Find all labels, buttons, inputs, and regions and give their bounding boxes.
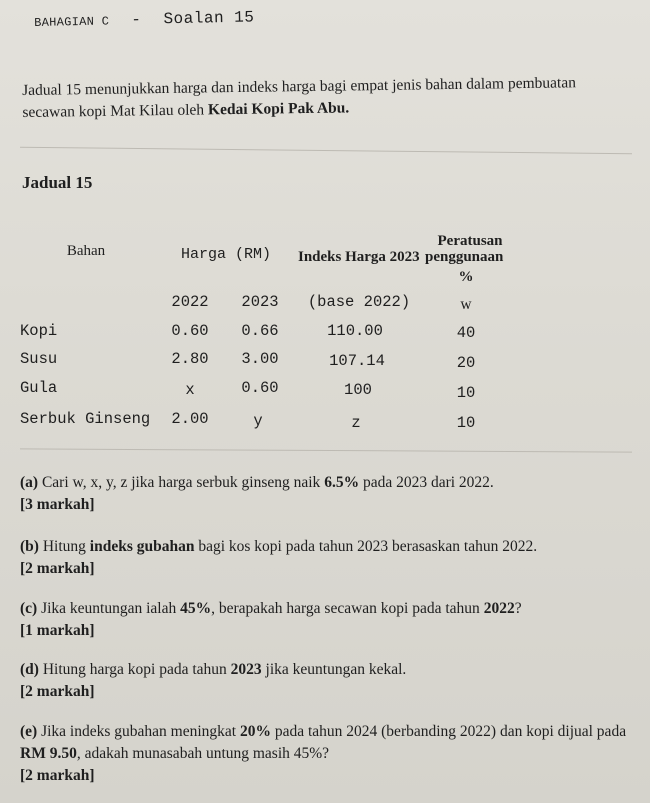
row-gula-usage: 10 [456, 384, 476, 402]
row-susu-price-2022: 2.80 [171, 350, 209, 368]
question-e-text-end: , adakah munasabah untung masih 45%? [76, 745, 330, 762]
question-e [20, 721, 640, 787]
intro-shop-name: Kedai Kopi Pak Abu. [207, 99, 350, 119]
header-price: Harga (RM) [180, 246, 272, 263]
row-gula-price-2023: 0.60 [241, 379, 279, 397]
row-ginseng-usage: 10 [456, 414, 476, 432]
question-b-text: Hitung [38, 538, 90, 555]
question-b-emphasis: indeks gubahan [89, 538, 195, 555]
question-e-text-mid: pada tahun 2024 (berbanding 2022) dan kopi dijual pada [270, 723, 627, 740]
header-item: Bahan [66, 243, 106, 259]
question-c-text: Jika keuntungan ialah [37, 600, 181, 617]
subheader-year-2023: 2023 [241, 293, 279, 311]
divider-bottom [20, 448, 632, 452]
question-d-emphasis: 2023 [230, 661, 262, 678]
row-susu-name: Susu [20, 350, 58, 368]
question-d-label: (d) [20, 661, 39, 678]
divider-top [20, 147, 632, 154]
subheader-year-2022: 2022 [171, 293, 209, 311]
row-susu-price-2023: 3.00 [241, 350, 279, 368]
row-gula-price-2022: x [185, 381, 195, 399]
question-d-text-end: jika keuntungan kekal. [261, 661, 407, 678]
header-usage-3: % [458, 269, 474, 285]
row-ginseng-name: Serbuk Ginseng [20, 410, 151, 428]
intro-text: Jadual 15 menunjukkan harga dan indeks harga bagi empat jenis bahan dalam pembuatan secawan kopi Mat Kilau oleh [22, 74, 577, 121]
row-gula-index: 100 [344, 381, 372, 399]
subheader-base: (base 2022) [307, 293, 411, 311]
row-ginseng-index: z [351, 414, 361, 432]
section-separator: - [131, 10, 142, 29]
question-e-text: Jika indeks gubahan meningkat [37, 723, 240, 740]
question-d [20, 659, 640, 703]
header-usage-1: Peratusan [437, 233, 503, 249]
row-gula-name: Gula [20, 379, 58, 397]
header-index: Indeks Harga 2023 [298, 249, 420, 265]
question-a-label: (a) [20, 474, 39, 491]
table-title: Jadual 15 [22, 173, 93, 192]
question-c-text-end: ? [514, 600, 522, 617]
question-a-emphasis: 6.5% [324, 474, 360, 491]
row-kopi-price-2023: 0.66 [241, 322, 279, 340]
row-kopi-name: Kopi [20, 322, 58, 340]
question-b-text-end: bagi kos kopi pada tahun 2023 berasaskan tahun 2022. [194, 538, 538, 555]
question-a-marks: [3 markah] [20, 496, 95, 513]
question-c-emphasis-year: 2022 [483, 600, 515, 617]
section-heading [34, 8, 255, 31]
question-c-marks: [1 markah] [20, 622, 95, 639]
question-e-marks: [2 markah] [20, 767, 95, 784]
section-label: BAHAGIAN C [34, 14, 110, 30]
intro-paragraph [22, 71, 633, 124]
question-c-emphasis: 45% [180, 600, 212, 617]
question-b-label: (b) [20, 538, 39, 555]
question-c [20, 598, 640, 642]
question-e-emphasis-price: RM 9.50 [20, 745, 77, 762]
question-b-marks: [2 markah] [20, 560, 95, 577]
question-a-text-end: pada 2023 dari 2022. [359, 474, 494, 491]
question-c-label: (c) [20, 600, 38, 617]
row-susu-index: 107.14 [329, 352, 385, 370]
question-c-text-mid: , berapakah harga secawan kopi pada tahun [211, 600, 484, 617]
row-kopi-price-2022: 0.60 [171, 322, 209, 340]
question-a [20, 472, 640, 516]
question-b [20, 536, 640, 580]
question-a-text: Cari w, x, y, z jika harga serbuk ginseng naik [38, 474, 325, 491]
subheader-weight: w [460, 296, 472, 313]
header-usage-2: penggunaan [425, 249, 504, 265]
question-d-marks: [2 markah] [20, 683, 95, 700]
question-d-text: Hitung harga kopi pada tahun [38, 661, 231, 678]
row-susu-usage: 20 [456, 354, 476, 372]
section-title: Soalan 15 [163, 8, 255, 29]
row-kopi-usage: 40 [456, 324, 476, 342]
question-e-label: (e) [20, 723, 38, 740]
row-ginseng-price-2023: y [253, 412, 263, 430]
question-e-emphasis: 20% [239, 723, 271, 740]
row-ginseng-price-2022: 2.00 [171, 410, 209, 428]
row-kopi-index: 110.00 [327, 322, 383, 340]
